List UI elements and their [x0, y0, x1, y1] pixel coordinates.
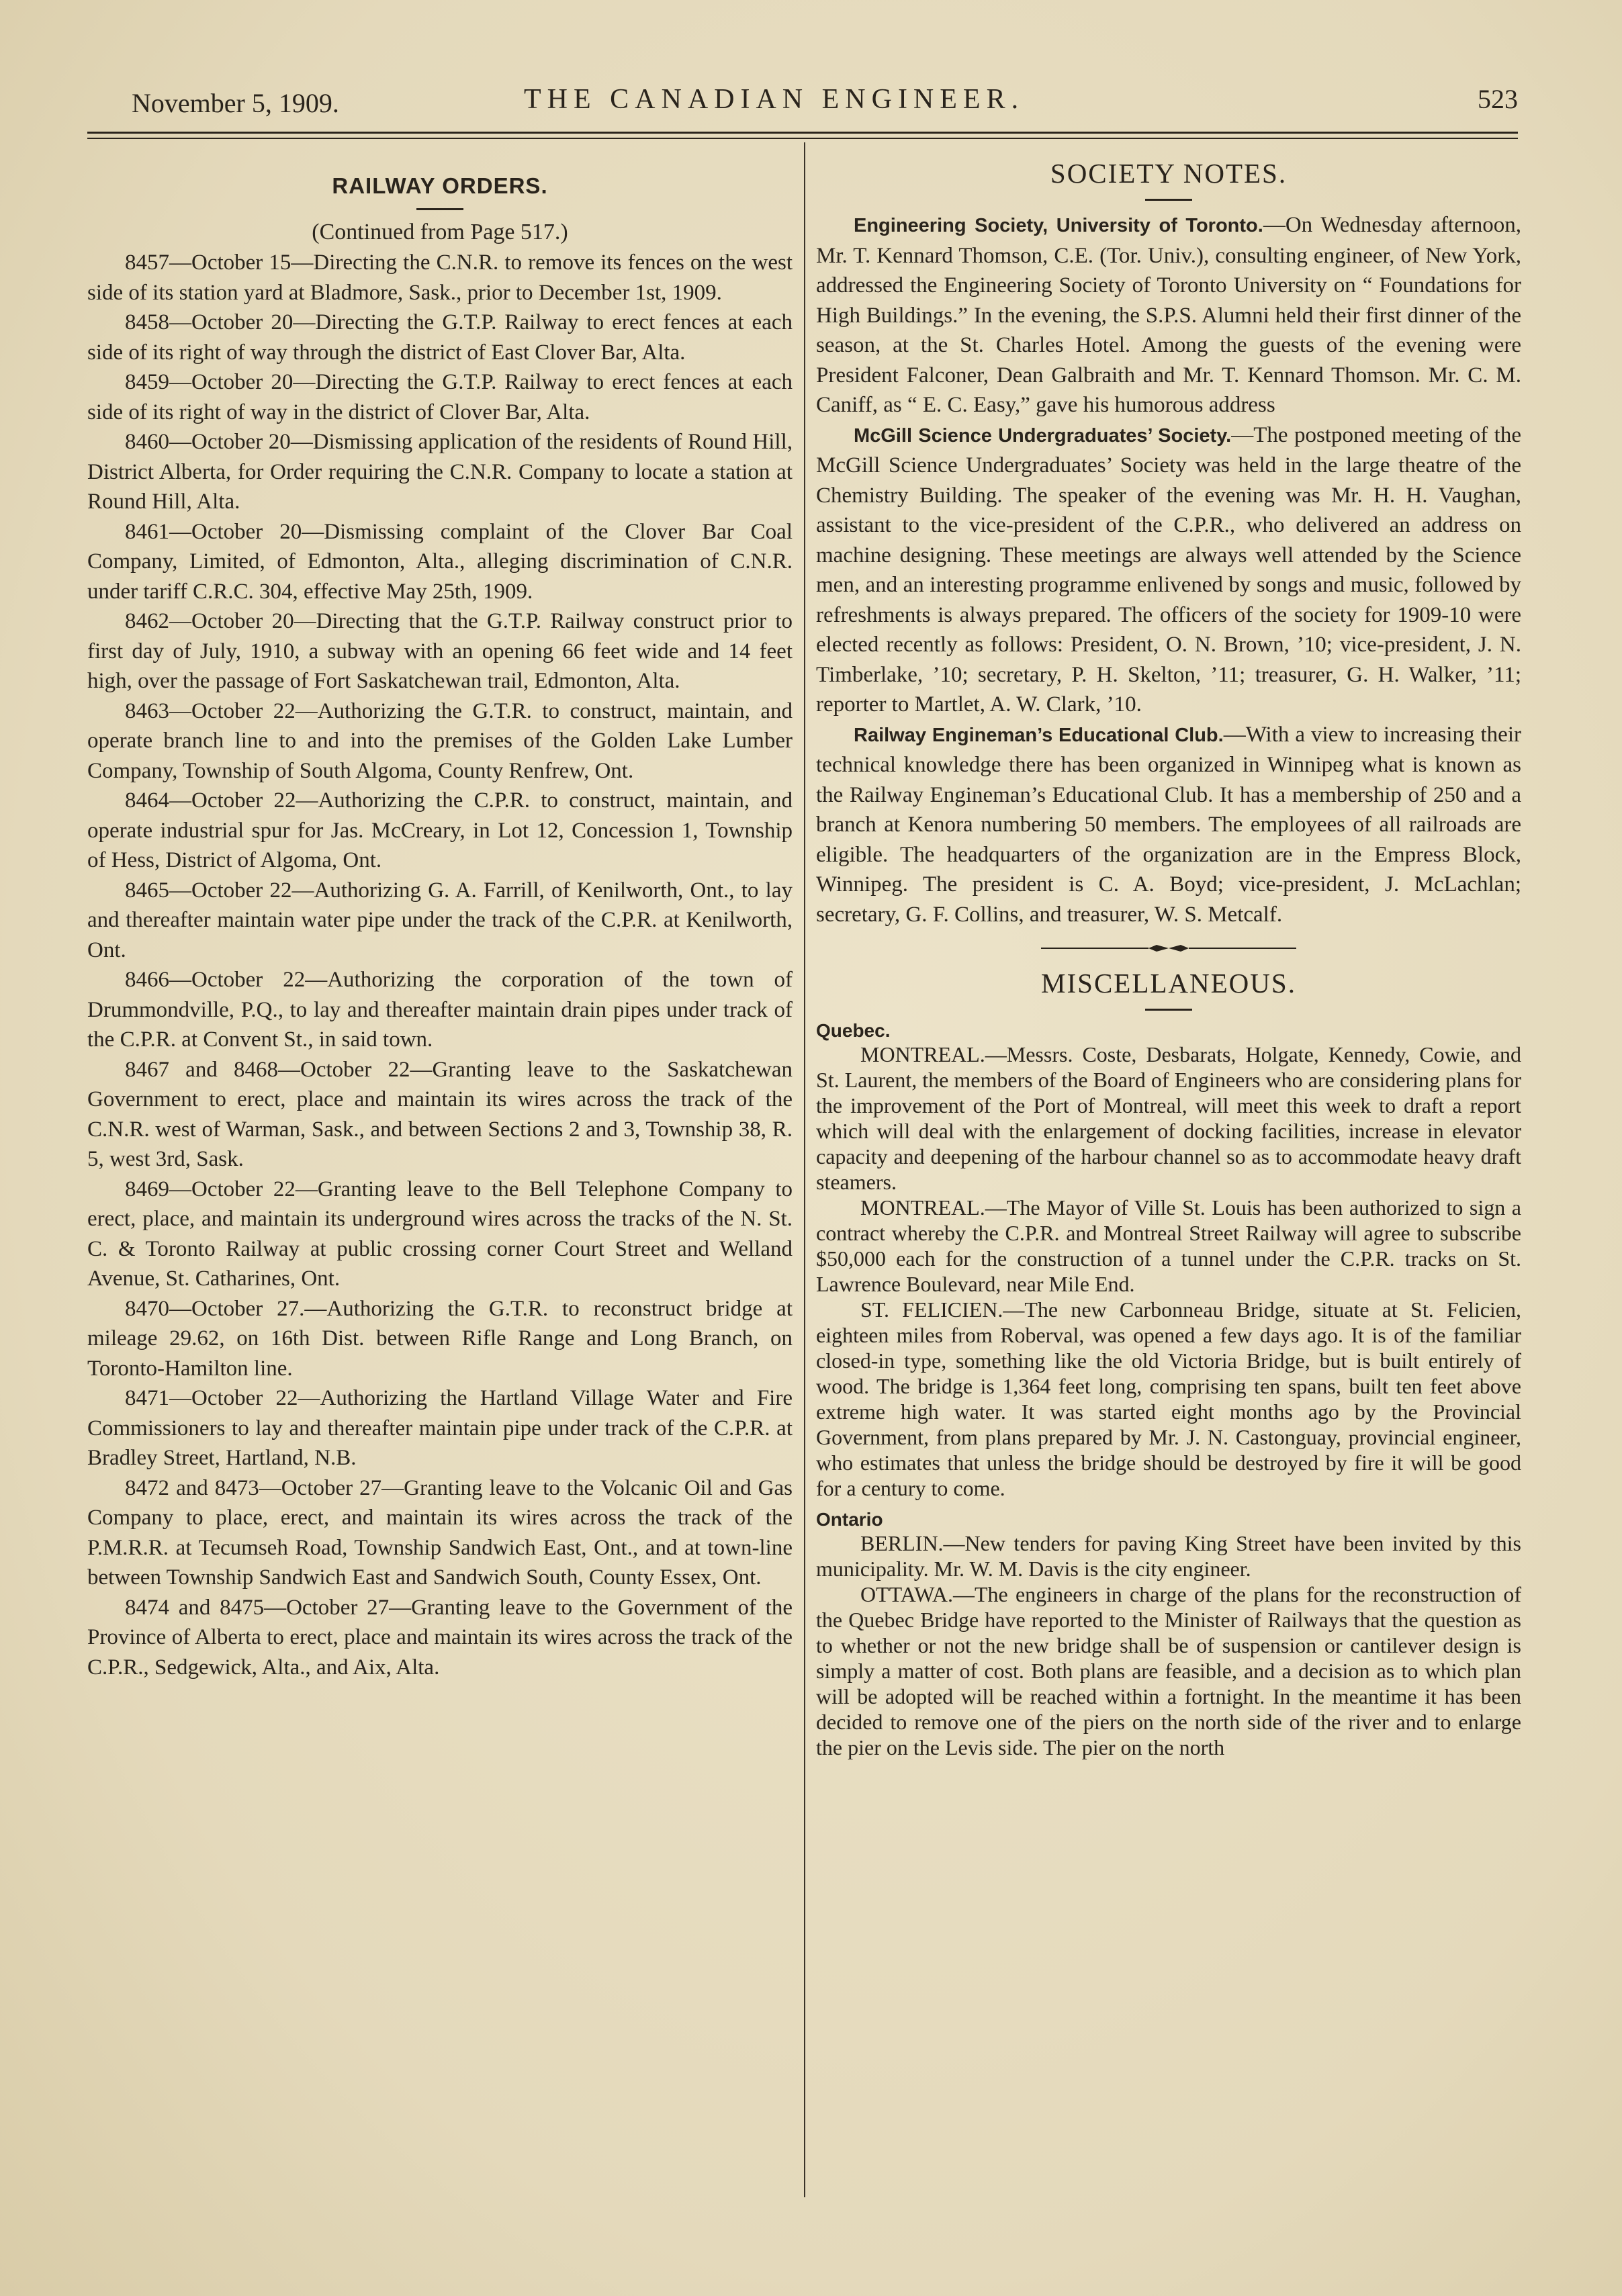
railway-orders-title: RAILWAY ORDERS. [332, 173, 548, 198]
railway-order-item: 8470—October 27.—Authorizing the G.T.R. to reconstruct bridge at mileage 29.62, on 16th Dist. between Rifle Range and Long Branch, on Toronto-Hamilton line. [87, 1296, 793, 1381]
society-notes-list [816, 210, 1521, 929]
railway-order-item: 8462—October 20—Directing that the G.T.P. Railway construct prior to first day of July, 1910, a subway with an opening 66 feet wide and 14 feet high, over the passage of Fort Saskatchewan trail, Edmonton, Alta. [87, 609, 793, 693]
section-rule [1145, 1009, 1192, 1011]
header-rule-thin [87, 138, 1518, 139]
header-title: THE CANADIAN ENGINEER. [524, 84, 1025, 115]
railway-order-item: 8457—October 15—Directing the C.N.R. to remove its fences on the west side of its station yard at Bladmore, Sask., prior to December 1st, 1909. [87, 250, 793, 305]
header-rule [87, 132, 1518, 134]
railway-order-item: 8474 and 8475—October 27—Granting leave to the Government of the Province of Alberta to erect, place and maintain its wires across the track of the C.P.R., Sedgewick, Alta., and Aix, Alta. [87, 1595, 793, 1680]
news-item: MONTREAL.—The Mayor of Ville St. Louis has been authorized to sign a contract whereby the C.P.R. and Montreal Street Railway will agree to subscribe $50,000 each for the construction of a tunnel under the C.P.R. tracks on St. Lawrence Boulevard, near Mile End. [816, 1195, 1521, 1296]
society-note-heading: Railway Engineman’s Educational Club. [854, 724, 1224, 746]
railway-order-item: 8460—October 20—Dismissing application of the residents of Round Hill, District Alberta, for Order requiring the C.N.R. Company to locate a station at Round Hill, Alta. [87, 430, 793, 514]
continued-note: (Continued from Page 517.) [312, 220, 568, 244]
news-item: BERLIN.—New tenders for paving King Street have been invited by this municipality. Mr. W. M. Davis is the city engineer. [816, 1531, 1521, 1581]
ornament-divider [1041, 942, 1296, 955]
society-note [816, 420, 1521, 720]
news-item: MONTREAL.—Messrs. Coste, Desbarats, Holgate, Kennedy, Cowie, and St. Laurent, the members of the Board of Engineers who are considering plans for the improvement of the Port of Montreal, will meet this week to draft a report which will deal with the enlargement of docking facilities, increase in elevator capacity and deepening of the harbour channel so as to accommodate heavy draft steamers. [816, 1042, 1521, 1194]
province-heading: Quebec. [816, 1020, 891, 1041]
header-page-number: 523 [1478, 84, 1518, 114]
railway-order-item: 8465—October 22—Authorizing G. A. Farrill, of Kenilworth, Ont., to lay and thereafter maintain water pipe under the track of the C.P.R. at Kenilworth, Ont. [87, 878, 793, 962]
railway-orders-list [87, 248, 793, 1682]
railway-order-item: 8464—October 22—Authorizing the C.P.R. to construct, maintain, and operate industrial spur for Jas. McCreary, in Lot 12, Concession 1, Township of Hess, District of Algoma, Ont. [87, 788, 793, 872]
railway-order-item: 8463—October 22—Authorizing the G.T.R. to construct, maintain, and operate branch line to and into the premises of the Golden Lake Lumber Company, Township of South Algoma, County Renfrew, Ont. [87, 698, 793, 783]
society-note-text: —On Wednesday afternoon, Mr. T. Kennard Thomson, C.E. (Tor. Univ.), consulting engineer, of New York, addressed the Engineering Society of Toronto University on “ Foundations for High Buildings.” In the evening, the S.P.S. Alumni held their first dinner of the season, at the St. Charles Hotel. Among the guests of the evening were President Falconer, Dean Galbraith and Mr. T. Kennard Thomson. Mr. C. M. Caniff, as “ E. C. Easy,” gave his humorous address [816, 213, 1521, 417]
header-date: November 5, 1909. [132, 88, 339, 118]
news-item: OTTAWA.—The engineers in charge of the plans for the reconstruction of the Quebec Bridge have reported to the Minister of Railways that the question as to whether or not the new bridge shall be of suspension or cantilever design is simply a matter of cost. Both plans are feasible, and a decision as to which plan will be adopted will be reached within a fortnight. In the meantime it has been decided to remove one of the piers on the north side of the river and to enlarge the pier on the Levis side. The pier on the north [816, 1582, 1521, 1759]
railway-order-item: 8466—October 22—Authorizing the corporation of the town of Drummondville, P.Q., to lay and thereafter maintain drain pipes under track of the C.P.R. at Convent St., in said town. [87, 968, 793, 1052]
society-note-text: —The postponed meeting of the McGill Science Undergraduates’ Society was held in the large theatre of the Chemistry Building. The speaker of the evening was Mr. H. H. Vaughan, assistant to the vice-president of the C.P.R., who delivered an address on machine designing. These meetings are always well attended by the Science men, and an interesting programme enlivened by songs and music, followed by refreshments is always prepared. The officers of the society for 1909-10 were elected recently as follows: President, O. N. Brown, ’10; vice-president, J. N. Timberlake, ’10; secretary, P. H. Skelton, ’11; treasurer, G. H. Walker, ’11; reporter to Martlet, A. W. Clark, ’10. [816, 422, 1521, 717]
society-note-text: —With a view to increasing their technical knowledge there has been organized in Winnipeg what is known as the Railway Engineman’s Educational Club. It has a membership of 250 and a branch at Kenora numbering 50 members. The employees of all railroads are eligible. The headquarters of the organization are in the Empress Block, Winnipeg. The president is C. A. Boyd; vice-president, J. McLachlan; secretary, G. F. Collins, and treasurer, W. S. Metcalf. [816, 722, 1521, 927]
right-column [816, 148, 1521, 1760]
province-heading: Ontario [816, 1509, 883, 1530]
miscellaneous-title: MISCELLANEOUS. [1041, 968, 1296, 999]
society-note [816, 720, 1521, 930]
section-rule [416, 208, 463, 210]
miscellaneous-list [816, 1020, 1521, 1760]
column-divider [804, 142, 805, 2197]
page-header [87, 81, 1518, 128]
society-notes-title: SOCIETY NOTES. [1050, 158, 1288, 189]
railway-order-item: 8472 and 8473—October 27—Granting leave to the Volcanic Oil and Gas Company to place, erect, and maintain its wires across the track of the P.M.R.R. at Tecumseh Road, Township Sandwich East, Ont., and at town-line between Township Sandwich East and Sandwich South, County Essex, Ont. [87, 1475, 793, 1590]
railway-order-item: 8469—October 22—Granting leave to the Bell Telephone Company to erect, place, and maintain its underground wires across the tracks of the N. St. C. & Toronto Railway at public crossing corner Court Street and Welland Avenue, St. Catharines, Ont. [87, 1177, 793, 1291]
railway-order-item: 8458—October 20—Directing the G.T.P. Railway to erect fences at each side of its right of way through the district of East Clover Bar, Alta. [87, 310, 793, 365]
left-column [87, 161, 793, 1682]
news-item: ST. FELICIEN.—The new Carbonneau Bridge, situate at St. Felicien, eighteen miles from Roberval, was opened a few days ago. It is of the familiar closed-in type, something like the old Victoria Bridge, but is built entirely of wood. The bridge is 1,364 feet long, comprising ten spans, built ten feet above extreme high water. It was started eight months ago by the Provincial Government, from plans prepared by Mr. J. N. Castonguay, provincial engineer, who estimates that unless the bridge should be destroyed by fire it will be good for a century to come. [816, 1297, 1521, 1500]
society-note-heading: Engineering Society, University of Toronto. [854, 215, 1263, 236]
society-note-heading: McGill Science Undergraduates’ Society. [854, 424, 1232, 447]
railway-order-item: 8459—October 20—Directing the G.T.P. Railway to erect fences at each side of its right of way in the district of Clover Bar, Alta. [87, 370, 793, 424]
society-note [816, 210, 1521, 420]
railway-order-item: 8467 and 8468—October 22—Granting leave to the Saskatchewan Government to erect, place and maintain its wires across the track of the C.N.R. west of Warman, Sask., and between Sections 2 and 3, Township 38, R. 5, west 3rd, Sask. [87, 1057, 793, 1171]
section-rule [1145, 199, 1192, 201]
railway-order-item: 8461—October 20—Dismissing complaint of the Clover Bar Coal Company, Limited, of Edmonton, Alta., alleging discrimination of C.N.R. under tariff C.R.C. 304, effective May 25th, 1909. [87, 519, 793, 604]
railway-order-item: 8471—October 22—Authorizing the Hartland Village Water and Fire Commissioners to lay and thereafter maintain pipe under track of the C.P.R. at Bradley Street, Hartland, N.B. [87, 1386, 793, 1470]
